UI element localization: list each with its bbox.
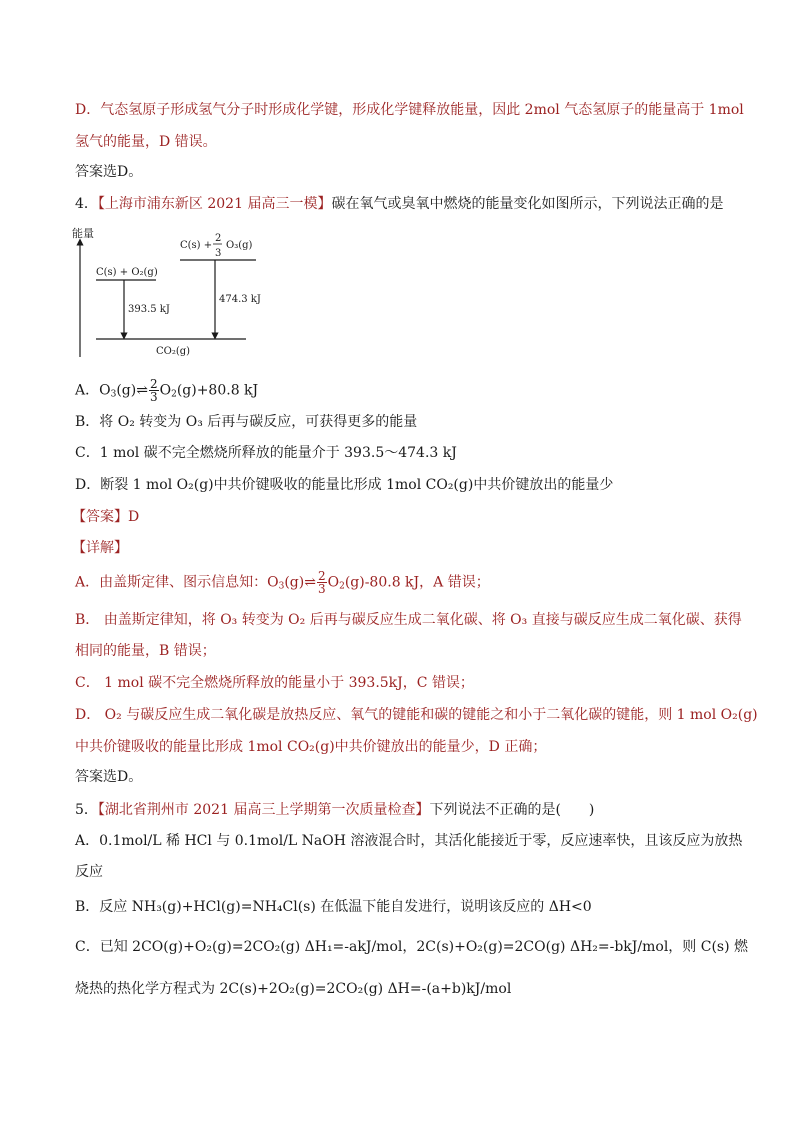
energy-level-diagram (68, 222, 268, 362)
explanation-d-line-2b: 中共价键吸收的能量比形成 1mol CO₂(g)中共价键放出的能量少，D 正确； (75, 739, 547, 755)
option-a-end: (g)+80.8 kJ (176, 382, 259, 399)
question-source: 【湖北省荆州市 2021 届高三上学期第一次质量检查】 (97, 802, 430, 818)
energy-393: 393.5 kJ (128, 304, 170, 315)
fraction-two-thirds: $\frac{2}{3}$ (149, 377, 158, 404)
question-4-stem (75, 194, 723, 214)
option-5c-line-2: 烧热的热化学方程式为 2C(s)+2O₂(g)=2CO₂(g) ΔH=-(a+b)kJ/mol (75, 981, 512, 997)
option-a-mid: (g)⇌ (116, 382, 148, 399)
question-text: 碳在氧气或臭氧中燃烧的能量变化如图所示，下列说法正确的是 (331, 196, 724, 212)
level-top-frac-den: 3 (215, 248, 222, 259)
option-a-prefix: A．O (75, 382, 111, 399)
level-bottom-label: CO₂(g) (156, 346, 191, 357)
option-5a-line-2: 反应 (75, 864, 103, 880)
option-a-post: O (159, 382, 172, 399)
explanation-b-line-2: 相同的能量，B 错误； (75, 643, 216, 659)
exp-a-post: O (327, 574, 340, 591)
option-4a: A．$O_3(g)\rightleftharpoons$ $\frac{2}{3}$ $O_2(g)+80.8$ kJ (75, 377, 259, 404)
energy-axis-label: 能量 (72, 227, 94, 240)
question-source: 【上海市浦东新区 2021 届高三一模】 (97, 196, 332, 212)
answer-summary-3: 答案选D。 (75, 164, 143, 180)
question-number: 5． (75, 802, 98, 818)
detail-heading: 【详解】 (72, 540, 128, 556)
explanation-d-line-2: 氢气的能量，D 错误。 (75, 134, 217, 150)
energy-474: 474.3 kJ (219, 294, 261, 305)
question-number: 4． (75, 196, 98, 212)
explanation-d-line-1b: D． O₂ 与碳反应生成二氧化碳是放热反应、氧气的键能和碳的键能之和小于二氧化碳的键能，则 1 mol O₂(g) (75, 707, 758, 723)
answer-summary-4: 答案选D。 (75, 769, 143, 785)
level-top-frac-num: 2 (215, 233, 222, 244)
explanation-c: C． 1 mol 碳不完全燃烧所释放的能量小于 393.5kJ，C 错误； (75, 675, 474, 691)
option-5c-line-1: C．已知 2CO(g)+O₂(g)=2CO₂(g) ΔH₁=-akJ/mol，2C(s)+O₂(g)=2CO(g) ΔH₂=-bkJ/mol，则 C(s) 燃 (75, 939, 749, 955)
explanation-b-line-1: B． 由盖斯定律知，将 O₃ 转变为 O₂ 后再与碳反应生成二氧化碳、将 O₃ 直接与碳反应生成二氧化碳、获得 (75, 612, 742, 628)
fraction-two-thirds-exp: $\frac{2}{3}$ (317, 569, 326, 596)
option-4d: D．断裂 1 mol O₂(g)中共价键吸收的能量比形成 1mol CO₂(g)中共价键放出的能量少 (75, 477, 614, 493)
explanation-a: A．由盖斯定律、图示信息知：$O_3(g)\rightleftharpoons$ $\frac{2}{3}$ $O_2(g)-80.8$ kJ，A 错误； (75, 569, 490, 596)
exp-a-prefix: A．由盖斯定律、图示信息知：O (75, 574, 279, 591)
exp-a-mid: (g)⇌ (284, 574, 316, 591)
level-top-label-right: O₃(g) (226, 240, 253, 251)
answer-4: 【答案】D (72, 509, 140, 525)
option-4c: C．1 mol 碳不完全燃烧所释放的能量介于 393.5～474.3 kJ (75, 445, 457, 461)
explanation-d-line-1: D．气态氢原子形成氢气分子时形成化学键，形成化学键释放能量，因此 2mol 气态氢原子的能量高于 1mol (75, 102, 744, 118)
question-text: 下列说法不正确的是( ) (429, 802, 595, 818)
question-5-stem (75, 800, 594, 820)
option-4b: B．将 O₂ 转变为 O₃ 后再与碳反应，可获得更多的能量 (75, 414, 418, 430)
level-mid-label: C(s) + O₂(g) (96, 267, 158, 278)
level-top-label-left: C(s) + (180, 240, 213, 251)
option-5a-line-1: A．0.1mol/L 稀 HCl 与 0.1mol/L NaOH 溶液混合时，其活化能接近于零，反应速率快，且该反应为放热 (75, 833, 743, 849)
option-5b: B．反应 NH₃(g)+HCl(g)=NH₄Cl(s) 在低温下能自发进行，说明该反应的 ΔH<0 (75, 899, 592, 915)
exp-a-end: (g)-80.8 kJ，A 错误； (344, 574, 490, 591)
